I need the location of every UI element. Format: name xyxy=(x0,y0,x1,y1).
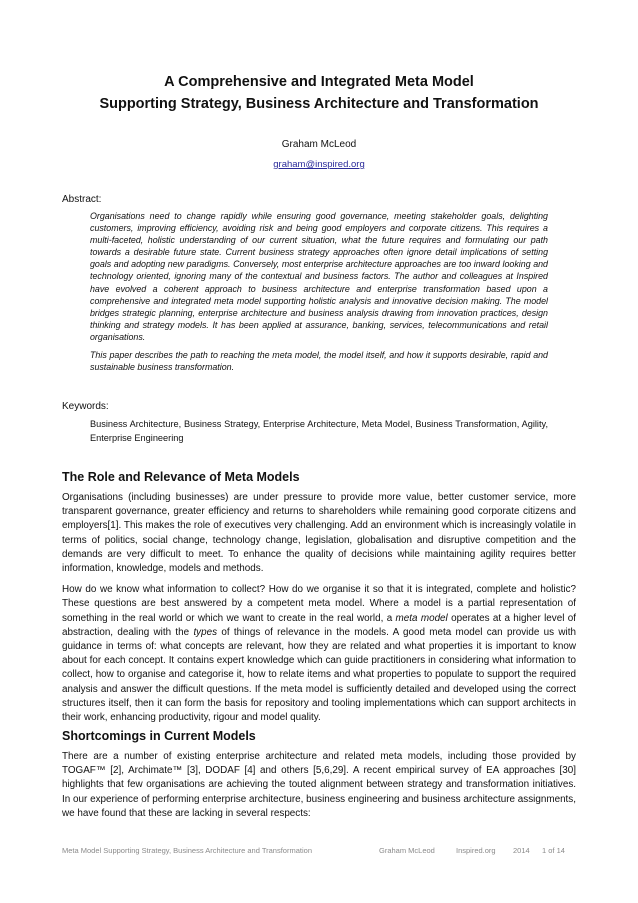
abstract-label: Abstract: xyxy=(62,194,102,205)
footer-author: Graham McLeod xyxy=(379,846,435,855)
footer-doc-title: Meta Model Supporting Strategy, Business Architecture and Transformation xyxy=(62,846,312,855)
keywords-list: Business Architecture, Business Strategy, Enterprise Architecture, Meta Model, Business Transformation, Agility, Enterprise Engineering xyxy=(90,419,548,443)
abstract-paragraph-1: Organisations need to change rapidly while ensuring good governance, meeting stakeholder goals, delighting customers, improving efficiency, avoiding risk and being good employers and corporate citizens. This requires a multi-faceted, holistic understanding of our current situation, what the future requires and formulating our path towards a desirable future state. Current business strategy approaches often ignore detail implications of setting goals and adopting new paradigms. Conversely, most enterprise architecture approaches are too inward looking and technology oriented, ignoring many of the contextual and business factors. The author and colleagues at Inspired have evolved a coherent approach to business architecture and enterprise transformation based upon a comprehensive and integrated meta model supporting holistic analysis and innovative decision making. The model bridges strategic planning, enterprise architecture and business analysis drawing from innovation practices, design thinking and strategy models. It has been applied at assurance, banking, services, telecommunications and retail organisations. xyxy=(90,211,548,342)
paper-title xyxy=(40,71,598,115)
body-paragraph: How do we know what information to collect? How do we organise it so that it is integrated, complete and holistic? These questions are best answered by a competent meta model. Where a model is a partial representation of something in the real world or which we want to create in the real world, a meta model operates at a higher level of abstraction, dealing with the types of things of relevance in the models. A good meta model can provide us with guidance in terms of: what concepts are relevant, how they are related and what properties it is important to know about for each concept. It contains expert knowledge which can guide practitioners in considering what information to collect, how to organise and categorise it, how to relate items and what properties to populate to support the required analysis and answer the difficult questions. If the meta model is sufficiently detailed and developed using the correct structures itself, then it can form the basis for repository and tooling implementations which can support architects in their work, enhancing productivity, rigour and model quality. xyxy=(62,584,576,724)
footer-site: Inspired.org xyxy=(456,846,496,855)
term-meta-model: meta model xyxy=(395,612,448,624)
footer-page-number: 1 of 14 xyxy=(542,846,565,855)
author-name: Graham McLeod xyxy=(281,139,357,150)
abstract-body xyxy=(90,210,548,379)
abstract-paragraph-2: This paper describes the path to reaching the meta model, the model itself, and how it supports desirable, rapid and sustainable business transformation. xyxy=(90,350,548,373)
section-heading-role-relevance: The Role and Relevance of Meta Models xyxy=(62,470,300,484)
section-heading-shortcomings: Shortcomings in Current Models xyxy=(62,729,256,743)
body-paragraph: There are a number of existing enterprise architecture and related meta models, including those provided by TOGAF™ [2], Archimate™ [3], DODAF [4] and others [5,6,29]. A recent empirical survey of EA approaches [30] highlights that few organisations are achieving the touted alignment between strategy and transformation initiatives. In our experience of performing enterprise architecture, business engineering and business architecture assignments, we have found that these are lacking in several respects: xyxy=(62,751,576,819)
section-body-role-relevance xyxy=(62,491,576,732)
author-email-link[interactable]: graham@inspired.org xyxy=(273,159,365,170)
author-email xyxy=(0,159,638,170)
title-line-2: Supporting Strategy, Business Architecture and Transformation xyxy=(99,96,539,112)
term-types: types xyxy=(193,626,218,638)
keywords-label: Keywords: xyxy=(62,401,109,412)
footer-year: 2014 xyxy=(513,846,530,855)
body-paragraph: Organisations (including businesses) are under pressure to provide more value, better customer service, more transparent governance, greater efficiency and returns to shareholders while remaining good corporate citizens and employers[1]. This makes the role of executives very challenging. Add an environment which is increasingly volatile in terms of politics, social change, technology change, legislation, globalisation and disruptive competition and the demands are very difficult to meet. To enhance the quality of decisions while maintaining agility requires better information, knowledge, models and methods. xyxy=(62,492,576,575)
title-line-1: A Comprehensive and Integrated Meta Model xyxy=(164,74,474,90)
section-body-shortcomings xyxy=(62,750,576,828)
